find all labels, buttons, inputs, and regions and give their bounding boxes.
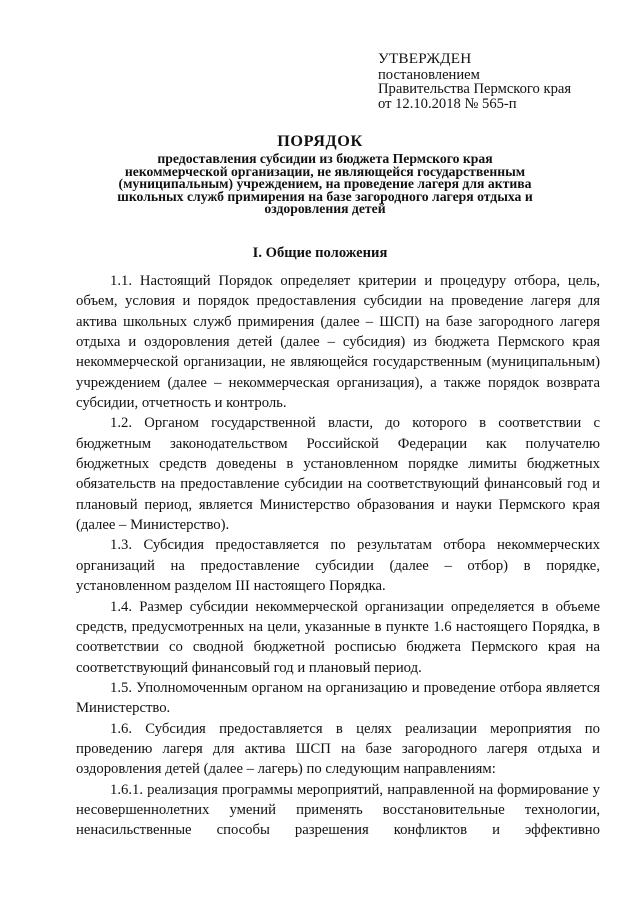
paragraph-1-2: 1.2. Органом государственной власти, до которого в соответствии с бюджетным законодательством Российской Федерации как получателю бюджетных средств доведены в установленном порядке лимиты бюджетных обязательств на предоставление субсидии на соответствующий финансовый год и плановый период, является Министерство образования и науки Пермского края (далее – Министерство).: [76, 415, 600, 534]
paragraph-1-6: 1.6. Субсидия предоставляется в целях реализации мероприятия по проведению лагеря для актива ШСП на базе загородного лагеря отдыха и оздоровления детей (далее – лагерь) по следующим направлениям:: [76, 720, 600, 778]
approval-line-2: Правительства Пермского края: [378, 81, 572, 97]
approval-heading: УТВЕРЖДЕН: [378, 50, 472, 67]
document-body: [76, 271, 600, 841]
document-subtitle: предоставления субсидии из бюджета Пермского края некоммерческой организации, не являющейся государственным (муниципальным) учреждением, на проведение лагеря для актива школьных служб примирения на базе загородного лагеря отдыха и оздоровления детей: [117, 151, 533, 217]
paragraph-1-6-1: 1.6.1. реализация программы мероприятий, направленной на формирование у несовершеннолетних умений применять восстановительные технологии, ненасильственные способы разрешения конфликтов и эффективно: [76, 781, 600, 839]
approval-line-3: от 12.10.2018 № 565-п: [378, 95, 517, 112]
paragraph-1-4: 1.4. Размер субсидии некоммерческой организации определяется в объеме средств, предусмотренных на цели, указанные в пункте 1.6 настоящего Порядка, в соответствии со сводной бюджетной росписью бюджета Пермского края на соответствующий финансовый год и плановый период.: [76, 598, 600, 676]
document-title: ПОРЯДОК: [277, 132, 363, 150]
paragraph-1-3: 1.3. Субсидия предоставляется по результатам отбора некоммерческих организаций на предоставление субсидии (далее – отбор) в порядке, установленном разделом III настоящего Порядка.: [76, 537, 600, 595]
paragraph-1-1: 1.1. Настоящий Порядок определяет критерии и процедуру отбора, цель, объем, условия и порядок предоставления субсидии на проведение лагеря для актива школьных служб примирения (далее – ШСП) на базе загородного лагеря отдыха и оздоровления детей (далее – субсидия) из бюджета Пермского края некоммерческой организации, не являющейся государственным (муниципальным) учреждением (далее – некоммерческая организация), а также порядок возврата субсидии, отчетность и контроль.: [76, 273, 600, 412]
approval-stamp: [378, 52, 628, 111]
approval-line-1: постановлением: [378, 66, 480, 83]
paragraph-1-5: 1.5. Уполномоченным органом на организацию и проведение отбора является Министерство.: [76, 679, 600, 717]
section-heading: I. Общие положения: [252, 245, 388, 261]
